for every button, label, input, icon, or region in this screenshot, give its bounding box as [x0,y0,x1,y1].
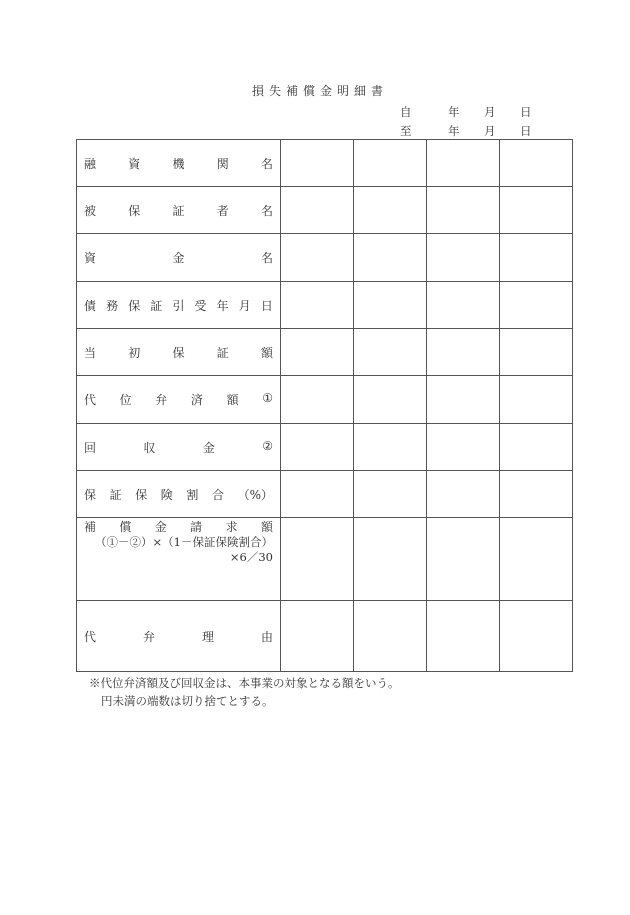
row-label-text [84,249,273,266]
label-char: 引 [172,298,185,313]
row-label-text [84,391,273,408]
label-char: 済 [190,393,203,407]
document-title: 損失補償金明細書 [252,84,389,98]
data-cell[interactable] [500,234,573,282]
data-cell[interactable] [500,329,573,376]
data-cell[interactable] [281,140,354,187]
data-cell[interactable] [281,424,354,471]
data-cell[interactable] [427,376,500,424]
data-cell[interactable] [281,601,354,672]
period-from [0,104,630,118]
label-char: 収 [143,440,156,455]
label-char: 弁 [142,629,155,644]
label-char: 資 [128,156,141,171]
label-char: 代 [84,393,97,407]
label-char: 年 [216,298,229,313]
row-label [77,282,281,329]
row-label [77,234,281,282]
data-cell[interactable] [500,601,573,672]
label-char: 弁 [155,393,168,407]
label-char: 金 [202,440,215,455]
label-char: 理 [201,629,214,644]
label-char: 保 [84,487,97,502]
table-row [77,282,573,329]
period-to-month: 月 [484,124,496,138]
row-label [77,471,281,518]
row-label-text [84,439,273,456]
data-cell[interactable] [354,234,427,282]
data-cell[interactable] [354,471,427,518]
table-row [77,376,573,424]
table-row [77,140,573,187]
note-2: 円未満の端数は切り捨てとする。 [101,694,274,708]
row-label [77,601,281,672]
period-from-year: 年 [448,105,460,119]
period-from-label: 自 [400,105,412,119]
label-char: 額 [260,345,273,360]
label-char: 保 [172,345,185,360]
period-to [0,123,630,137]
label-char: 名 [260,156,273,171]
label-char: 債 [84,298,97,313]
row-label-text [84,486,273,503]
data-cell[interactable] [500,471,573,518]
data-cell[interactable] [500,376,573,424]
row-label [77,140,281,187]
data-cell[interactable] [281,376,354,424]
data-cell[interactable] [354,282,427,329]
data-cell[interactable] [427,140,500,187]
label-char: 証 [172,203,185,218]
data-cell[interactable] [354,518,427,601]
label-char: 合 [211,487,224,502]
label-char: 補 [84,520,97,534]
label-char: ① [262,391,273,405]
data-cell[interactable] [500,518,573,601]
compensation-table [76,139,573,672]
label-char: 務 [106,298,119,313]
table-row [77,329,573,376]
table-row [77,234,573,282]
label-char: 関 [216,156,229,171]
data-cell[interactable] [427,234,500,282]
label-char: 額 [226,393,239,407]
label-char: 保 [128,298,141,313]
period-to-label: 至 [400,124,412,138]
label-char: 保 [128,203,141,218]
data-cell[interactable] [354,329,427,376]
row-label-text [84,628,273,645]
data-cell[interactable] [427,424,500,471]
data-cell[interactable] [281,282,354,329]
row-label [77,329,281,376]
label-char: 求 [225,520,238,534]
row-label-text [84,344,273,361]
label-char: 請 [190,520,203,534]
data-cell[interactable] [427,282,500,329]
row-label [77,518,281,601]
data-cell[interactable] [500,140,573,187]
data-cell[interactable] [281,518,354,601]
label-char: 由 [260,629,273,644]
formula-line-1: （①－②）×（1－保証保険割合） [95,535,273,549]
data-cell[interactable] [500,424,573,471]
data-cell[interactable] [354,424,427,471]
note-1: ※代位弁済額及び回収金は、本事業の対象となる額をいう。 [89,676,400,690]
label-char: 日 [260,298,273,313]
data-cell[interactable] [281,471,354,518]
label-char: 受 [194,298,207,313]
table-row [77,187,573,234]
label-char: 当 [84,345,97,360]
period-from-month: 月 [484,105,496,119]
table-row [77,601,573,672]
label-char: 融 [84,156,97,171]
row-label-text [84,155,273,172]
data-cell[interactable] [427,187,500,234]
label-char: ② [262,438,273,453]
table-row [77,471,573,518]
data-cell[interactable] [354,140,427,187]
table-row [77,518,573,601]
label-char: 回 [84,440,97,455]
label-char: 初 [128,345,141,360]
label-char: 割 [186,487,199,502]
label-char: 被 [84,203,97,218]
data-cell[interactable] [354,601,427,672]
label-char: 金 [172,251,185,265]
label-char: 証 [216,345,229,360]
label-char: 証 [150,298,163,313]
label-char: 険 [160,487,173,502]
data-cell[interactable] [354,187,427,234]
row-label-text [84,297,273,314]
row-label-text [84,202,273,219]
row-label-text [84,518,273,535]
label-char: 額 [260,520,273,534]
row-label [77,376,281,424]
label-char: 証 [109,487,122,502]
data-cell[interactable] [281,187,354,234]
label-char: 保 [135,487,148,502]
label-char: 月 [238,298,251,313]
formula-line-2: ×6／30 [229,550,273,564]
data-cell[interactable] [427,329,500,376]
row-label [77,424,281,471]
label-char: 金 [154,520,167,534]
data-cell[interactable] [281,234,354,282]
label-char: 名 [260,203,273,218]
period-to-year: 年 [448,124,460,138]
label-char: 償 [119,520,132,534]
period-to-day: 日 [520,124,532,138]
label-char: （%） [237,487,273,502]
table-row [77,424,573,471]
data-cell[interactable] [281,329,354,376]
label-char: 機 [172,156,185,171]
data-cell[interactable] [427,471,500,518]
data-cell[interactable] [427,601,500,672]
data-cell[interactable] [427,518,500,601]
period-from-day: 日 [520,105,532,119]
data-cell[interactable] [500,282,573,329]
notes [89,674,400,710]
label-char: 者 [216,203,229,218]
data-cell[interactable] [500,187,573,234]
label-char: 名 [260,251,273,265]
label-char: 資 [84,251,97,265]
label-char: 位 [119,393,132,407]
data-cell[interactable] [354,376,427,424]
label-char: 代 [84,629,97,644]
row-label [77,187,281,234]
